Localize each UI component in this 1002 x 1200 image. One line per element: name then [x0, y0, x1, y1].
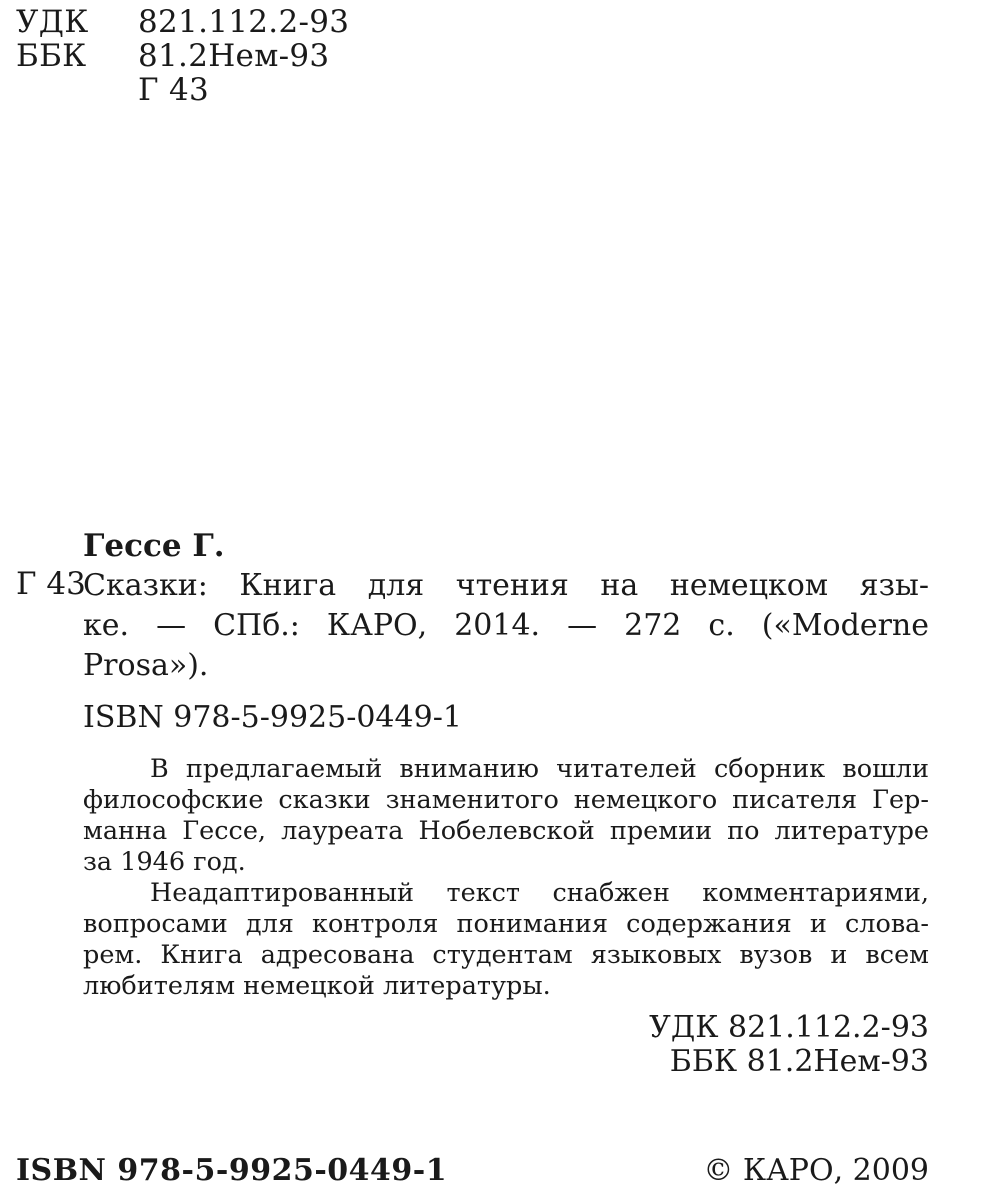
card-isbn: ISBN 978-5-9925-0449-1: [83, 700, 462, 735]
annotation-line: любителям немецкой литературы.: [83, 971, 551, 1001]
author-sign-top: Г 43: [138, 72, 210, 108]
bib-line: ке. — СПб.: КАРО, 2014. — 272 с. («Moderne: [83, 608, 929, 643]
annotation-line: философские сказки знаменитого немецкого писателя Гер-: [83, 785, 929, 815]
annotation-line: Неадаптированный текст снабжен комментариями,: [150, 878, 929, 908]
bib-line: Prosa»).: [83, 648, 209, 683]
author-name: Гессе Г.: [83, 528, 225, 564]
udk-label: УДК: [16, 4, 89, 40]
bib-line: Сказки: Книга для чтения на немецком язы-: [83, 568, 929, 603]
annotation-line: рем. Книга адресована студентам языковых вузов и всем: [83, 940, 929, 970]
footer-isbn: ISBN 978-5-9925-0449-1: [16, 1153, 448, 1188]
annotation-line: В предлагаемый вниманию читателей сборник вошли: [150, 754, 929, 784]
annotation-line: за 1946 год.: [83, 847, 246, 877]
bbk-value: 81.2Нем-93: [138, 38, 330, 74]
copyright-notice: © КАРО, 2009: [703, 1153, 929, 1188]
bibliographic-description: [83, 566, 929, 686]
author-sign: Г 43: [16, 566, 86, 602]
card-udk: УДК 821.112.2-93: [649, 1010, 929, 1045]
udk-value: 821.112.2-93: [138, 4, 350, 40]
bbk-label: ББК: [16, 38, 87, 74]
card-bbk: ББК 81.2Нем-93: [669, 1044, 929, 1079]
annotation: [83, 754, 929, 1002]
annotation-line: манна Гессе, лауреата Нобелевской премии по литературе: [83, 816, 929, 846]
annotation-line: вопросами для контроля понимания содержания и слова-: [83, 909, 929, 939]
